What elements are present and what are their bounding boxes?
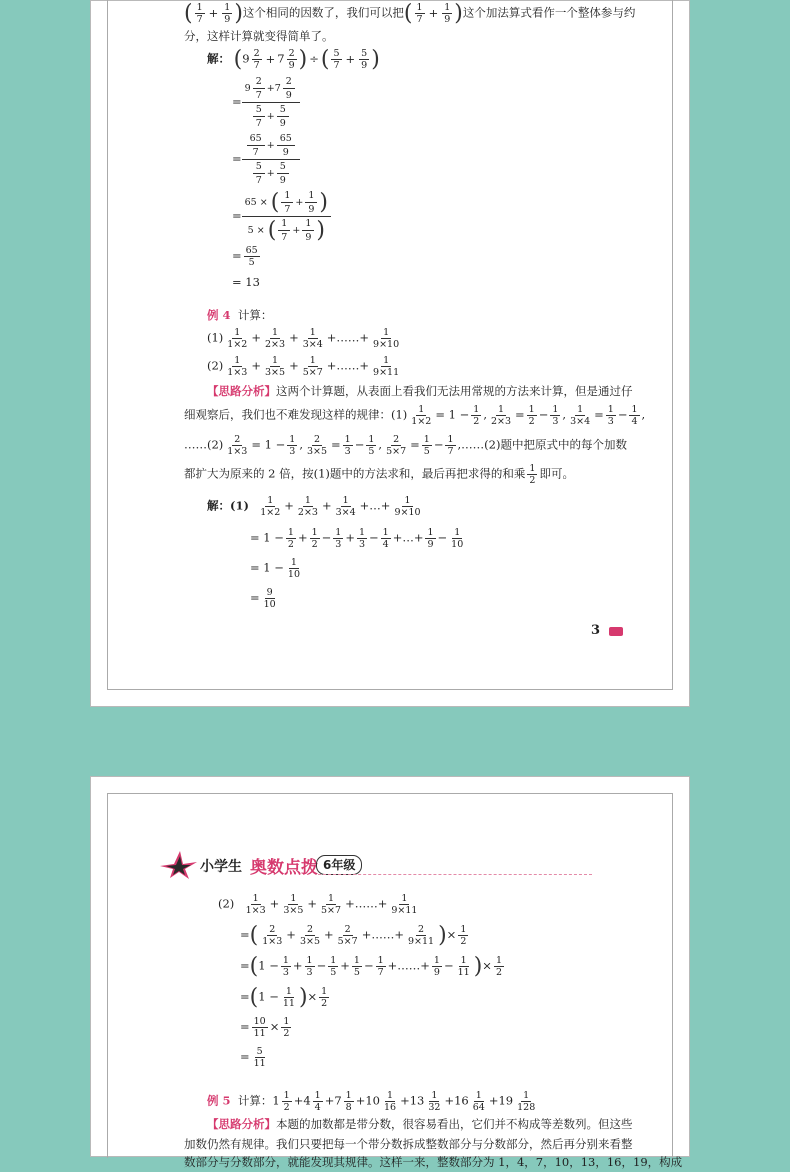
- step-4: = $\frac{65}{5}$: [232, 245, 258, 268]
- example-4-heading: 例 4 计算：: [207, 308, 273, 322]
- analysis-5-line-1: 【思路分析】本题的加数都是带分数，很容易看出，它们并不构成等差数列。但这些: [207, 1117, 633, 1131]
- analysis-4-line-2: 细观察后，我们也不难发现这样的规律：(1) $\frac{1}{1\times 2}$ = 1 − $\frac{1}{2}$ , $\frac{1}{2\times 3}$ = $\frac{1}{2}$ − $\frac{1}{3}$ , $\frac{1}{3\times 4}$ = $\frac{1}{3}$ − $\frac{1}{4}$ ,: [184, 404, 646, 427]
- header-title: 小学生: [200, 859, 242, 875]
- analysis-4-line-3: ……(2) $\frac{2}{1\times 3}$ = 1 − $\frac{1}{3}$ , $\frac{2}{3\times 5}$ = $\frac{1}{3}$ − $\frac{1}{5}$ , $\frac{2}{5\times 7}$ = $\frac{1}{5}$ − $\frac{1}{7}$ ,……(2)题中把原式中的每个加数: [184, 434, 627, 457]
- intro-line-2: 分，这样计算就变得简单了。: [184, 29, 334, 43]
- example-4-part-1: (1) $\frac{1}{1\times 2}$ + $\frac{1}{2\times 3}$ + $\frac{1}{3\times 4}$ +……+ $\frac{1}{9\times 10}$: [207, 327, 400, 350]
- page-header: [158, 848, 592, 880]
- analysis-4-line-1: 【思路分析】这两个计算题，从表面上看我们无法用常规的方法来计算，但是通过仔: [207, 384, 633, 398]
- solution-4-step-1: = 1 − $\frac{1}{2}$ + $\frac{1}{2}$ − $\frac{1}{3}$ + $\frac{1}{3}$ − $\frac{1}{4}$ +…+ $\frac{1}{9}$ − $\frac{1}{10}$: [250, 527, 464, 550]
- page-number-marker: [609, 627, 623, 636]
- solution-4-2-step-2: =(1 − $\frac{1}{3}$ + $\frac{1}{3}$ − $\frac{1}{5}$ + $\frac{1}{5}$ − $\frac{1}{7}$ +……+ $\frac{1}{9}$ − $\frac{1}{11}$ )× $\frac{1}{2}$: [240, 953, 502, 979]
- solution-4-2-step-4: = $\frac{10}{11}$ × $\frac{1}{2}$: [240, 1016, 290, 1039]
- solution-4-2-step-1: =( $\frac{2}{1\times 3}$ + $\frac{2}{3\times 5}$ + $\frac{2}{5\times 7}$ +……+ $\frac{2}{9\times 11}$ )× $\frac{1}{2}$: [240, 922, 467, 948]
- step-3: = 65 × ( $\frac{1}{7}$ + $\frac{1}{9}$ ) 5 × ( $\frac{1}{7}$ + $\frac{1}{9}$ ): [232, 190, 331, 243]
- solution-4-2: (2) $\frac{1}{1\times 3}$ + $\frac{1}{3\times 5}$ + $\frac{1}{5\times 7}$ +……+ $\frac{1}{9\times 11}$: [218, 893, 418, 916]
- solution-1: 解： (9 $\frac{2}{7}$ + 7 $\frac{2}{9}$ ) ÷( $\frac{5}{7}$ + $\frac{5}{9}$ ): [207, 46, 380, 72]
- example-5: 例 5 计算：1 $\frac{1}{2}$ +4 $\frac{1}{4}$ +7 $\frac{1}{8}$ +10 $\frac{1}{16}$ +13 $\frac{1}{32}$ +16 $\frac{1}{64}$ +19 $\frac{1}{128}$: [207, 1090, 536, 1113]
- step-1: = 9 $\frac{2}{7}$ +7 $\frac{2}{9}$ $\frac{5}{7}$ + $\frac{5}{9}$: [232, 76, 300, 129]
- header-grade-badge: 6年级: [316, 855, 362, 875]
- analysis-4-line-4: 都扩大为原来的 2 倍，按(1)题中的方法求和，最后再把求得的和乘 $\frac{1}{2}$ 即可。: [184, 463, 574, 486]
- header-divider: [318, 874, 592, 875]
- solution-4-1: 解：(1) $\frac{1}{1\times 2}$ + $\frac{1}{2\times 3}$ + $\frac{1}{3\times 4}$ +…+ $\frac{1}{9\times 10}$: [207, 495, 421, 518]
- page-number: 3: [591, 623, 601, 638]
- analysis-5-line-3: 数部分与分数部分，就能发现其规律。这样一来，整数部分为 1，4，7，10，13，16，19，构成: [184, 1155, 683, 1169]
- solution-4-step-2: = 1 − $\frac{1}{10}$: [250, 557, 300, 580]
- example-4-part-2: (2) $\frac{1}{1\times 3}$ + $\frac{1}{3\times 5}$ + $\frac{1}{5\times 7}$ +……+ $\frac{1}{9\times 11}$: [207, 355, 400, 378]
- page-3: [90, 0, 690, 707]
- solution-4-2-step-5: = $\frac{5}{11}$: [240, 1046, 266, 1069]
- step-2: = $\frac{65}{7}$ + $\frac{65}{9}$ $\frac{5}{7}$ + $\frac{5}{9}$: [232, 133, 300, 186]
- solution-4-step-3: = $\frac{9}{10}$: [250, 587, 276, 610]
- intro-line-1: ( $\frac{1}{7}$ + $\frac{1}{9}$ )这个相同的因数了，我们可以把( $\frac{1}{7}$ + $\frac{1}{9}$ )这个加法算式看作一个整体参与约: [184, 0, 636, 26]
- solution-4-2-step-3: =(1 − $\frac{1}{11}$ )× $\frac{1}{2}$: [240, 984, 328, 1010]
- header-brand: 奥数点拨: [250, 858, 318, 878]
- analysis-5-line-2: 加数仍然有规律。我们只要把每一个带分数拆成整数部分与分数部分，然后再分别来看整: [184, 1137, 633, 1151]
- step-5: = 13: [232, 275, 260, 289]
- star-logo-icon: [158, 848, 198, 880]
